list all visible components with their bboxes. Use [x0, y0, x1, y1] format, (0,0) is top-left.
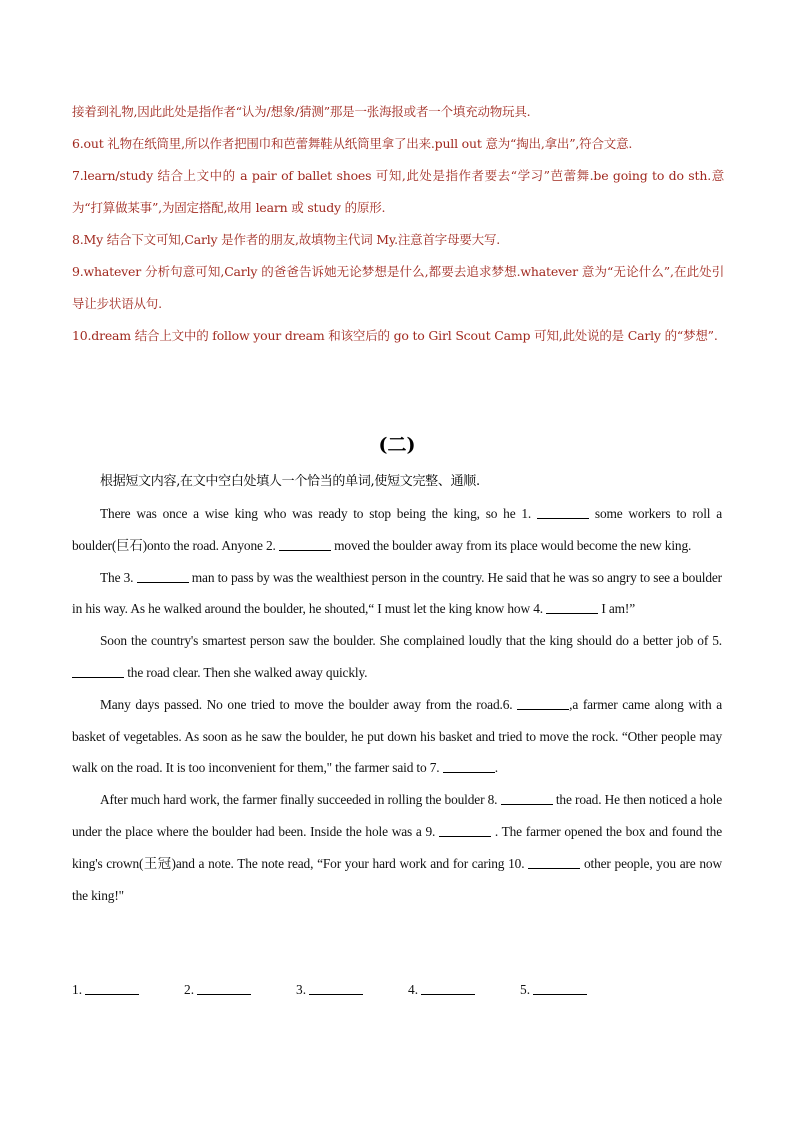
blank-4 — [546, 601, 598, 614]
paragraph-4 — [72, 689, 722, 784]
explanation-line-9: 9.whatever 分析句意可知,Carly 的爸爸告诉她无论梦想是什么,都要去追求梦想.whatever 意为“无论什么”,在此处引导让步状语从句. — [72, 264, 724, 311]
blank-8 — [501, 792, 553, 805]
explanation-line-6: 6.out 礼物在纸筒里,所以作者把围巾和芭蕾舞鞋从纸筒里拿了出来.pull out 意为“掏出,拿出”,符合文意. — [72, 136, 633, 151]
blank-6 — [517, 697, 569, 710]
blank-7 — [443, 760, 495, 773]
passage-text: other people, you are now the king!" — [72, 855, 722, 903]
answer-slot-5 — [520, 982, 632, 998]
answer-line[interactable] — [421, 982, 475, 995]
passage-text: After much hard work, the farmer finally succeeded in rolling the boulder 8. — [100, 792, 501, 808]
answer-slot-2 — [184, 982, 296, 998]
blank-10 — [528, 856, 580, 869]
answer-explanations — [72, 96, 724, 352]
passage-text: I am!” — [598, 601, 636, 617]
answer-slot-3 — [296, 982, 408, 998]
explanation-line-5: 接着到礼物,因此此处是指作者“认为/想象/猜测”那是一张海报或者一个填充动物玩具. — [72, 104, 531, 119]
passage-text: . — [494, 760, 498, 776]
passage-text: man to pass by was the wealthiest person in the country. He said that he was so angry to see a boulder in his way. As he walked around the boulder, he shouted,“ I must let the king know how 4. — [72, 569, 722, 617]
section-title: (二) — [378, 434, 416, 456]
passage-text: the road clear. Then she walked away quickly. — [124, 664, 368, 680]
explanation-line-7: 7.learn/study 结合上文中的 a pair of ballet shoes 可知,此处是指作者要去“学习”芭蕾舞.be going to do sth.意为“打算做某事”,为固定搭配,故用 learn 或 study 的原形. — [72, 168, 724, 215]
answer-number: 4. — [408, 982, 422, 997]
cloze-passage — [72, 498, 722, 911]
explanation-line-8: 8.My 结合下文可知,Carly 是作者的朋友,故填物主代词 My.注意首字母要大写. — [72, 232, 501, 247]
answer-number: 3. — [296, 982, 310, 997]
paragraph-1 — [72, 498, 722, 562]
answer-slot-4 — [408, 982, 520, 998]
passage-text: ,a farmer came along with a basket of vegetables. As soon as he saw the boulder, he put down his basket and tried to move the rock. “Other people may walk on the road. It is too inconvenient for them," the farmer said to 7. — [72, 696, 723, 776]
answer-blanks-row — [72, 982, 632, 998]
passage-text: the road. He then noticed a hole under the place where the boulder had been. Inside the hole was a 9. — [72, 792, 722, 839]
passage-text: There was once a wise king who was ready to stop being the king, so he 1. — [100, 506, 538, 521]
passage-text: . The farmer opened the box and found the king's crown(王冠)and a note. The note read, “For your hard work and for caring 10. — [72, 823, 722, 871]
paragraph-5 — [72, 784, 722, 911]
passage-text: The 3. — [100, 569, 137, 585]
passage-text: moved the boulder away from its place would become the new king. — [330, 537, 692, 553]
answer-slot-1 — [72, 982, 184, 998]
blank-5 — [72, 665, 124, 678]
blank-2 — [279, 538, 331, 551]
blank-9 — [439, 824, 491, 837]
passage-text: Soon the country's smartest person saw the boulder. She complained loudly that the king should do a better job of 5. — [100, 633, 722, 649]
paragraph-3 — [72, 625, 722, 689]
answer-number: 2. — [184, 982, 198, 997]
answer-line[interactable] — [309, 982, 363, 995]
passage-text: Many days passed. No one tried to move the boulder away from the road.6. — [100, 696, 518, 712]
explanation-line-10: 10.dream 结合上文中的 follow your dream 和该空后的 go to Girl Scout Camp 可知,此处说的是 Carly 的“梦想”. — [72, 328, 718, 343]
paragraph-2 — [72, 562, 722, 626]
blank-1 — [537, 506, 589, 519]
section-instruction: 根据短文内容,在文中空白处填人一个恰当的单词,使短文完整、通顺. — [100, 474, 480, 489]
answer-number: 1. — [72, 982, 86, 997]
answer-line[interactable] — [197, 982, 251, 995]
answer-number: 5. — [520, 982, 534, 997]
answer-line[interactable] — [85, 982, 139, 995]
answer-line[interactable] — [533, 982, 587, 995]
blank-3 — [137, 570, 189, 583]
passage-text: some workers to roll a boulder(巨石)onto the road. Anyone 2. — [72, 506, 722, 553]
